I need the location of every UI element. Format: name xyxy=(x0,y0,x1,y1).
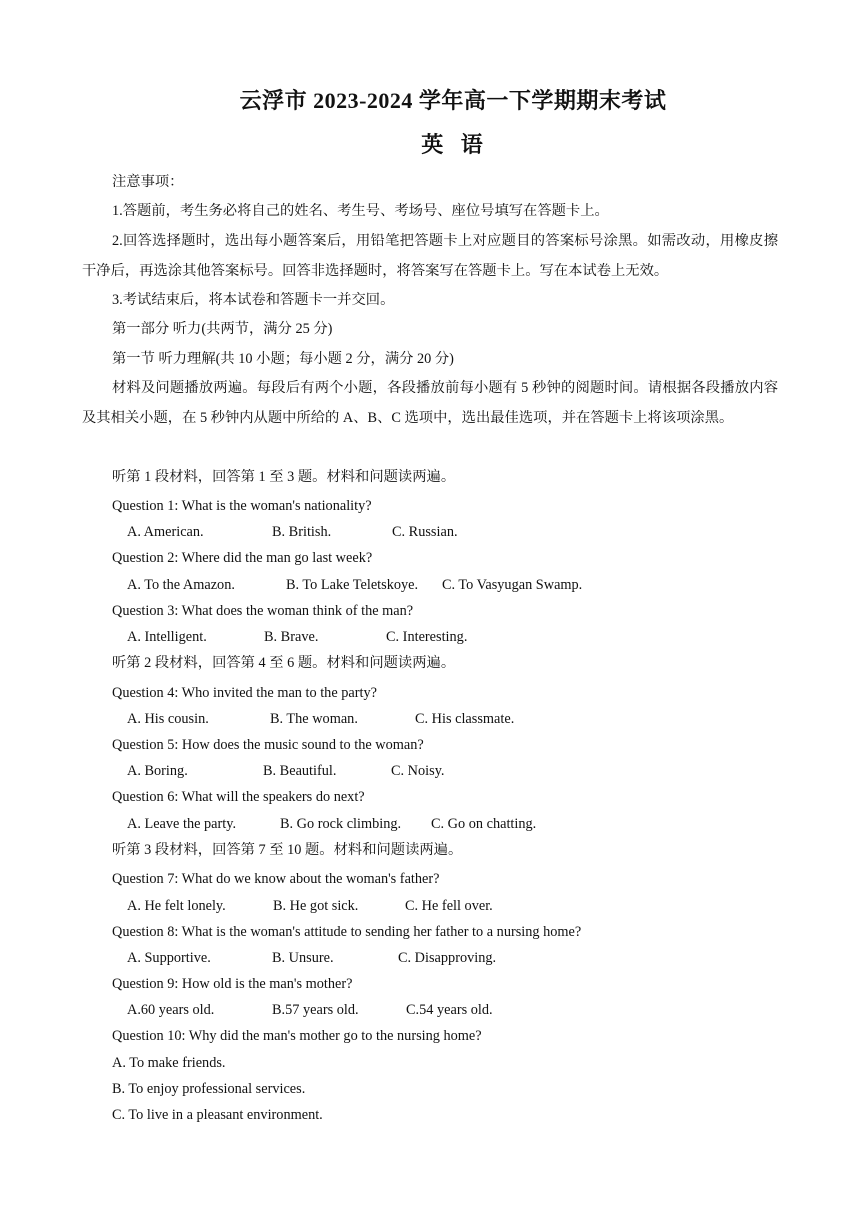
option-b: B. Brave. xyxy=(264,629,319,645)
option-a: A. To the Amazon. xyxy=(127,577,235,593)
question-3: Question 3: What does the woman think of the man? xyxy=(112,603,414,619)
notice-3: 3.考试结束后，将本试卷和答题卡一并交回。 xyxy=(112,292,395,308)
question-1: Question 1: What is the woman's nationality? xyxy=(112,498,372,514)
subject-title: 英 语 xyxy=(421,132,489,157)
option-a: A.60 years old. xyxy=(127,1002,215,1018)
notice-1: 1.答题前，考生务必将自己的姓名、考生号、考场号、座位号填写在答题卡上。 xyxy=(112,203,609,219)
option-b: B. The woman. xyxy=(270,711,358,727)
part-heading: 第一部分 听力(共两节，满分 25 分) xyxy=(112,321,333,337)
option-c: C. To Vasyugan Swamp. xyxy=(442,577,583,593)
option-a: A. Boring. xyxy=(127,763,188,779)
option-a: A. He felt lonely. xyxy=(127,898,226,914)
option-c: C. Russian. xyxy=(392,524,458,540)
option-b: B. Beautiful. xyxy=(263,763,337,779)
option-a: A. Supportive. xyxy=(127,950,211,966)
option-b: B. Go rock climbing. xyxy=(280,816,402,832)
section-heading: 第一节 听力理解(共 10 小题；每小题 2 分，满分 20 分) xyxy=(112,351,454,367)
option-c: C. Interesting. xyxy=(386,629,468,645)
segment-2-instruction: 听第 2 段材料，回答第 4 至 6 题。材料和问题读两遍。 xyxy=(112,655,456,671)
question-2: Question 2: Where did the man go last week? xyxy=(112,550,373,566)
question-5: Question 5: How does the music sound to the woman? xyxy=(112,737,424,753)
option-a: A. His cousin. xyxy=(127,711,209,727)
option-c: C. He fell over. xyxy=(405,898,493,914)
segment-3-instruction: 听第 3 段材料，回答第 7 至 10 题。材料和问题读两遍。 xyxy=(112,842,463,858)
option-b: B. Unsure. xyxy=(272,950,334,966)
option-a: A. Intelligent. xyxy=(127,629,207,645)
question-6: Question 6: What will the speakers do next? xyxy=(112,789,365,805)
notice-heading: 注意事项： xyxy=(112,174,184,190)
notice-2: 2.回答选择题时，选出每小题答案后，用铅笔把答题卡上对应题目的答案标号涂黑。如需改动，用橡皮擦干净后，再选涂其他答案标号。回答非选择题时，将答案写在答题卡上。写在本试卷上无效。 xyxy=(82,233,778,279)
option-b: B. British. xyxy=(272,524,332,540)
option-c: C. Noisy. xyxy=(391,763,445,779)
exam-title: 云浮市 2023-2024 学年高一下学期期末考试 xyxy=(239,88,667,113)
option-b: B.57 years old. xyxy=(272,1002,359,1018)
question-10: Question 10: Why did the man's mother go to the nursing home? xyxy=(112,1028,482,1044)
question-9: Question 9: How old is the man's mother? xyxy=(112,976,353,992)
option-b: B. To Lake Teletskoye. xyxy=(286,577,419,593)
option-a: A. American. xyxy=(127,524,204,540)
question-8: Question 8: What is the woman's attitude to sending her father to a nursing home? xyxy=(112,924,582,940)
option-a: A. Leave the party. xyxy=(127,816,237,832)
question-10-option-b: B. To enjoy professional services. xyxy=(112,1081,306,1097)
option-b: B. He got sick. xyxy=(273,898,359,914)
option-c: C. His classmate. xyxy=(415,711,515,727)
option-c: C.54 years old. xyxy=(406,1002,493,1018)
question-10-option-c: C. To live in a pleasant environment. xyxy=(112,1107,323,1123)
option-c: C. Go on chatting. xyxy=(431,816,537,832)
question-7: Question 7: What do we know about the woman's father? xyxy=(112,871,440,887)
option-c: C. Disapproving. xyxy=(398,950,497,966)
question-10-option-a: A. To make friends. xyxy=(112,1055,226,1071)
segment-1-instruction: 听第 1 段材料，回答第 1 至 3 题。材料和问题读两遍。 xyxy=(112,469,456,485)
question-4: Question 4: Who invited the man to the party? xyxy=(112,685,377,701)
listening-instructions: 材料及问题播放两遍。每段后有两个小题，各段播放前每小题有 5 秒钟的阅题时间。请根据各段播放内容及其相关小题，在 5 秒钟内从题中所给的 A、B、C 选项中，选出最佳选项，并在答题卡上将该项涂黑。 xyxy=(82,380,778,426)
